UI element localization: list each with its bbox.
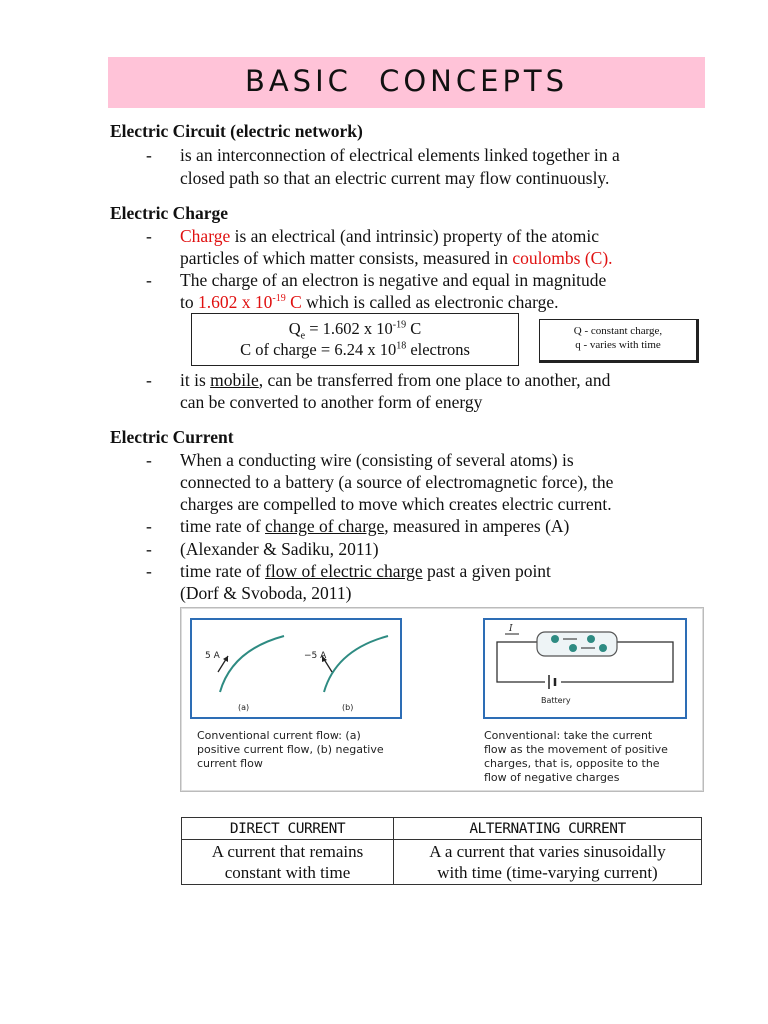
label-a: (a) — [238, 703, 250, 712]
electron-charge-line2: to 1.602 x $10^{-19}$ C which is called as electronic charge. — [180, 292, 559, 312]
mobile-term: mobile — [210, 370, 259, 390]
heading-electric-circuit: Electric Circuit (electric network) — [110, 121, 363, 141]
panel-conventional-flow — [190, 618, 402, 719]
cell-ac-definition: A a current that varies sinusoidally with time (time-varying current) — [394, 840, 702, 885]
note-line2: q - varies with time — [575, 339, 661, 351]
mobile-line1: it is mobile, can be transferred from one place to another, and — [180, 370, 611, 390]
current-def-line1: When a conducting wire (consisting of several atoms) is — [180, 450, 574, 470]
charge-particle — [599, 644, 607, 652]
conductor-tube — [537, 632, 617, 656]
bullet-dash: - — [146, 370, 152, 390]
mobile-line2: can be converted to another form of energy — [180, 392, 483, 412]
dc-ac-comparison-table — [181, 817, 702, 885]
title-banner — [108, 57, 705, 108]
cell-dc-definition: A current that remains constant with time — [182, 840, 394, 885]
current-def-line2: connected to a battery (a source of electromagnetic force), the — [180, 472, 614, 492]
current-curves-diagram — [192, 620, 400, 717]
electron-charge-value: 1.602 x $10^{-19}$ C — [198, 292, 302, 312]
bullet-dash: - — [146, 450, 152, 470]
header-alternating-current: ALTERNATING CURRENT — [394, 818, 702, 840]
current-rate-line: time rate of change of charge, measured in amperes (A) — [180, 516, 570, 536]
change-of-charge-term: change of charge — [265, 516, 385, 536]
bullet-dash: - — [146, 539, 152, 559]
current-flow-figure — [180, 607, 704, 792]
charge-particle — [587, 635, 595, 643]
bullet-dash: - — [146, 145, 152, 165]
panel-battery-circuit — [483, 618, 687, 719]
curve-b — [324, 636, 388, 692]
citation-alexander: (Alexander & Sadiku, 2011) — [180, 539, 379, 559]
bullet-dash: - — [146, 226, 152, 246]
label-minus-5a: −5 A — [304, 651, 327, 661]
current-flow-line: time rate of flow of electric charge past a given point — [180, 561, 551, 581]
circuit-def-line1: is an interconnection of electrical elements linked together in a — [180, 145, 620, 165]
page-title: BASIC CONCEPTS — [244, 64, 569, 98]
caption-right: Conventional: take the current flow as the movement of positive charges, that is, opposite to the flow of negative charges — [484, 729, 668, 784]
charge-term: Charge — [180, 226, 231, 246]
label-b: (b) — [342, 703, 354, 712]
coulombs-term: coulombs (C). — [512, 248, 613, 268]
caption-left: Conventional current flow: (a) positive current flow, (b) negative current flow — [197, 729, 384, 770]
charge-particle — [569, 644, 577, 652]
heading-electric-charge: Electric Charge — [110, 203, 229, 223]
label-battery: Battery — [541, 696, 571, 705]
bullet-dash: - — [146, 561, 152, 581]
heading-electric-current: Electric Current — [110, 427, 234, 447]
current-def-line3: charges are compelled to move which creates electric current. — [180, 494, 612, 514]
charge-particle — [551, 635, 559, 643]
label-current-i: I — [509, 624, 513, 634]
charge-def-line2: particles of which matter consists, measured in coulombs (C). — [180, 248, 613, 268]
charge-def-line1: Charge is an electrical (and intrinsic) property of the atomic — [180, 226, 600, 246]
battery-gap — [545, 675, 561, 689]
curve-a — [220, 636, 284, 692]
bullet-dash: - — [146, 270, 152, 290]
formula-coulomb: C of charge = 6.24 x $10^{18}$ electrons — [240, 340, 470, 359]
formula-box — [191, 313, 519, 366]
citation-dorf: (Dorf & Svoboda, 2011) — [180, 583, 352, 603]
formula-electron-charge: $Q_e = 1.602$ x $10^{-19}$ C — [288, 319, 422, 342]
note-line1: Q - constant charge, — [573, 325, 663, 337]
flow-of-charge-term: flow of electric charge — [265, 561, 423, 581]
battery-circuit-diagram — [485, 620, 685, 717]
header-direct-current: DIRECT CURRENT — [182, 818, 394, 840]
electron-charge-line1: The charge of an electron is negative and equal in magnitude — [180, 270, 607, 290]
label-5a: 5 A — [205, 651, 220, 661]
bullet-dash: - — [146, 516, 152, 536]
charge-notation-note — [539, 319, 699, 363]
circuit-def-line2: closed path so that an electric current may flow continuously. — [180, 168, 610, 188]
